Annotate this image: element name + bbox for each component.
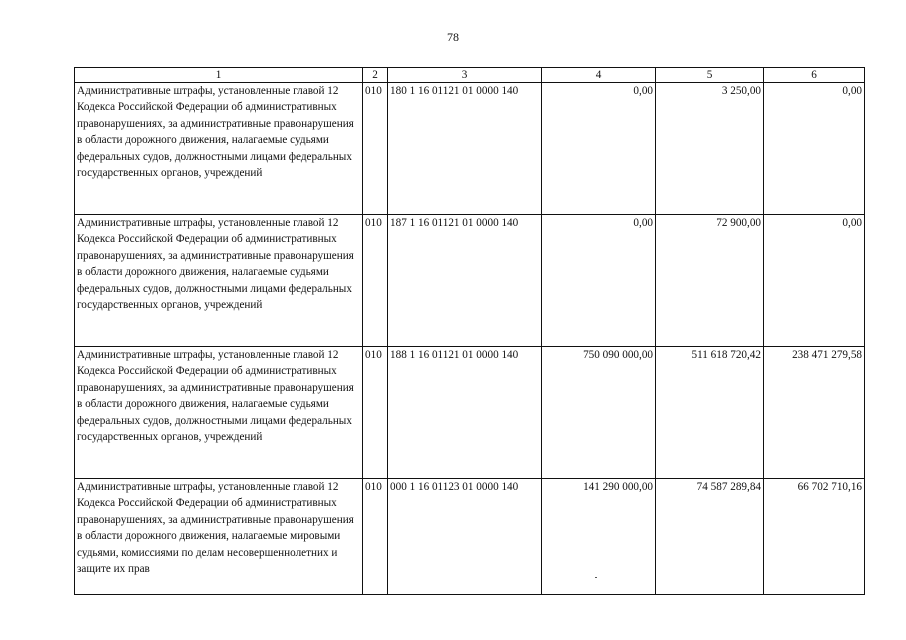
row-col6-value: 0,00 bbox=[764, 83, 865, 215]
row-col4-value: 750 090 000,00 bbox=[542, 347, 656, 479]
table-row bbox=[75, 215, 865, 347]
table-row bbox=[75, 347, 865, 479]
row-col6-value: 66 702 710,16 bbox=[764, 479, 865, 595]
header-col-3: 3 bbox=[388, 68, 542, 83]
row-col5-value: 511 618 720,42 bbox=[656, 347, 764, 479]
row-admin-code: 010 bbox=[363, 479, 388, 595]
row-col5-value: 3 250,00 bbox=[656, 83, 764, 215]
row-name: Административные штрафы, установленные главой 12 Кодекса Российской Федерации об административных правонарушениях, за административные правонарушения в области дорожного движения, налагаемые мировыми судьями, комиссиями по делам несовершеннолетних и защите их прав bbox=[75, 479, 363, 595]
row-col6-value: 238 471 279,58 bbox=[764, 347, 865, 479]
scan-speck bbox=[595, 577, 597, 578]
row-admin-code: 010 bbox=[363, 83, 388, 215]
table-row bbox=[75, 83, 865, 215]
row-budget-code: 187 1 16 01121 01 0000 140 bbox=[388, 215, 542, 347]
header-col-1: 1 bbox=[75, 68, 363, 83]
row-col6-value: 0,00 bbox=[764, 215, 865, 347]
row-name: Административные штрафы, установленные главой 12 Кодекса Российской Федерации об административных правонарушениях, за административные правонарушения в области дорожного движения, налагаемые судьями федеральных судов, должностными лицами федеральных государственных органов, учреждений bbox=[75, 83, 363, 215]
row-col4-value: 0,00 bbox=[542, 83, 656, 215]
row-name: Административные штрафы, установленные главой 12 Кодекса Российской Федерации об административных правонарушениях, за административные правонарушения в области дорожного движения, налагаемые судьями федеральных судов, должностными лицами федеральных государственных органов, учреждений bbox=[75, 215, 363, 347]
row-budget-code: 188 1 16 01121 01 0000 140 bbox=[388, 347, 542, 479]
header-col-5: 5 bbox=[656, 68, 764, 83]
row-col5-value: 74 587 289,84 bbox=[656, 479, 764, 595]
row-budget-code: 180 1 16 01121 01 0000 140 bbox=[388, 83, 542, 215]
row-admin-code: 010 bbox=[363, 215, 388, 347]
table-row bbox=[75, 479, 865, 595]
header-col-4: 4 bbox=[542, 68, 656, 83]
row-col5-value: 72 900,00 bbox=[656, 215, 764, 347]
row-budget-code: 000 1 16 01123 01 0000 140 bbox=[388, 479, 542, 595]
row-admin-code: 010 bbox=[363, 347, 388, 479]
row-col4-value: 0,00 bbox=[542, 215, 656, 347]
header-col-6: 6 bbox=[764, 68, 865, 83]
revenue-table bbox=[74, 67, 865, 595]
row-name: Административные штрафы, установленные главой 12 Кодекса Российской Федерации об административных правонарушениях, за административные правонарушения в области дорожного движения, налагаемые судьями федеральных судов, должностными лицами федеральных государственных органов, учреждений bbox=[75, 347, 363, 479]
row-col4-value: 141 290 000,00 bbox=[542, 479, 656, 595]
table-header-row bbox=[75, 68, 865, 83]
header-col-2: 2 bbox=[363, 68, 388, 83]
page-number: 78 bbox=[447, 30, 459, 44]
